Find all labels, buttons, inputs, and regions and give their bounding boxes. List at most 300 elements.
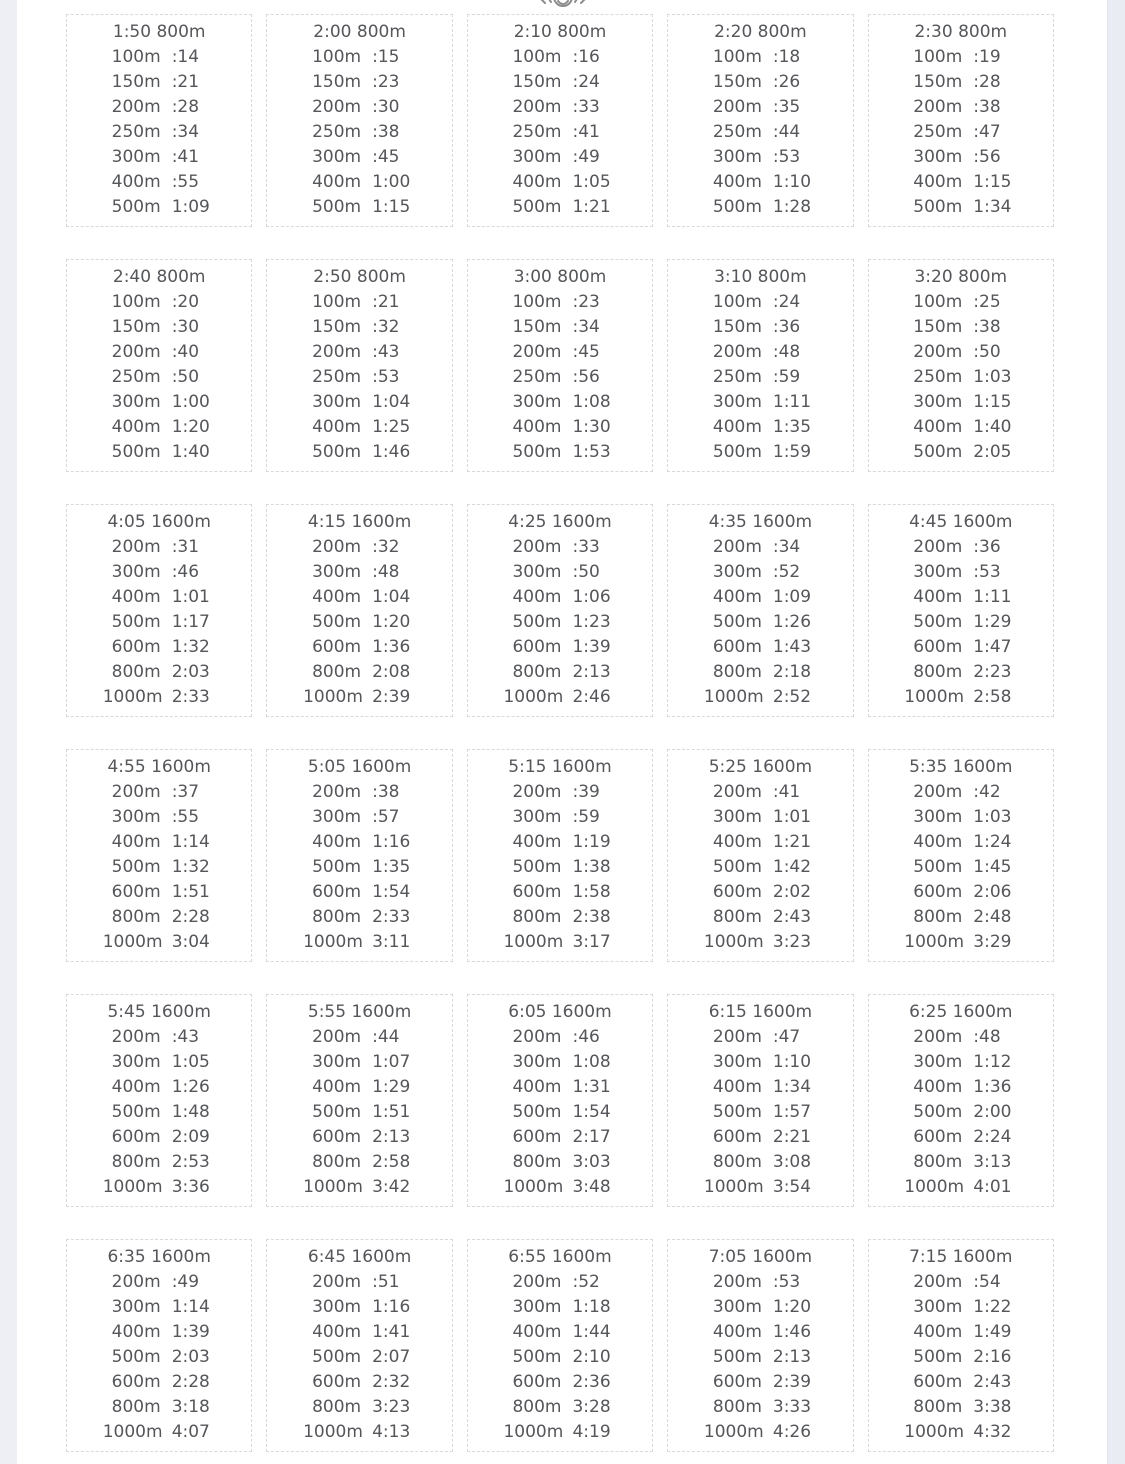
split-time: 1:09 (171, 197, 210, 217)
split-time: 1:15 (973, 392, 1012, 412)
split-distance: 150m (312, 317, 362, 337)
split-distance: 800m (312, 907, 362, 927)
split-distance: 500m (512, 197, 562, 217)
split-distance: 1000m (303, 932, 363, 952)
split-row (470, 415, 650, 440)
split-time: 2:05 (973, 442, 1012, 462)
split-time: 1:11 (973, 587, 1012, 607)
split-time: :44 (372, 1027, 400, 1047)
split-time: :43 (372, 342, 400, 362)
split-distance: 500m (111, 612, 161, 632)
split-distance: 150m (913, 317, 963, 337)
split-time: :23 (372, 72, 400, 92)
split-row (470, 120, 650, 145)
split-row (269, 1125, 449, 1150)
split-rows (470, 535, 650, 710)
split-distance: 200m (312, 342, 362, 362)
split-time: :19 (973, 47, 1001, 67)
split-row (269, 1345, 449, 1370)
split-row (670, 585, 850, 610)
split-time: :28 (171, 97, 200, 117)
split-distance: 250m (712, 122, 762, 142)
split-time: 1:49 (973, 1322, 1012, 1342)
split-time: :38 (372, 782, 400, 802)
split-row (871, 1050, 1051, 1075)
split-time: :36 (772, 317, 801, 337)
split-time: 1:58 (572, 882, 611, 902)
split-distance: 1000m (303, 687, 363, 707)
split-distance: 600m (111, 882, 161, 902)
split-distance: 500m (111, 442, 161, 462)
split-time: 4:32 (973, 1422, 1012, 1442)
split-row (871, 1100, 1051, 1125)
split-time: 1:47 (973, 637, 1012, 657)
split-distance: 500m (712, 857, 762, 877)
split-time: 1:18 (572, 1297, 611, 1317)
split-distance: 500m (512, 1102, 562, 1122)
split-time: 1:25 (372, 417, 411, 437)
split-row (871, 415, 1051, 440)
split-rows (670, 1025, 850, 1200)
split-row (871, 610, 1051, 635)
split-time: :43 (171, 1027, 200, 1047)
pace-card-title: 7:15 1600m (909, 1247, 1013, 1267)
split-distance: 200m (312, 782, 362, 802)
split-time: :53 (772, 147, 801, 167)
split-row (69, 170, 249, 195)
split-time: :33 (572, 97, 600, 117)
pace-card-title: 6:15 1600m (708, 1002, 813, 1022)
split-time: 1:39 (171, 1322, 210, 1342)
split-time: 1:19 (572, 832, 611, 852)
split-distance: 1000m (703, 1177, 764, 1197)
split-time: 2:21 (772, 1127, 812, 1147)
split-distance: 200m (512, 97, 562, 117)
split-time: :53 (772, 1272, 801, 1292)
split-distance: 400m (712, 587, 762, 607)
split-row (269, 1150, 449, 1175)
split-distance: 250m (111, 122, 161, 142)
split-time: :46 (171, 562, 200, 582)
split-row (670, 340, 850, 365)
split-row (670, 145, 850, 170)
split-row (871, 1345, 1051, 1370)
split-distance: 500m (312, 1347, 362, 1367)
split-distance: 600m (512, 882, 562, 902)
split-distance: 600m (712, 637, 762, 657)
split-distance: 100m (712, 47, 762, 67)
split-row (470, 685, 650, 710)
split-row (269, 560, 449, 585)
split-time: 1:12 (973, 1052, 1012, 1072)
split-distance: 400m (512, 587, 562, 607)
split-rows (69, 1025, 249, 1200)
split-distance: 800m (512, 662, 562, 682)
split-distance: 600m (712, 882, 762, 902)
split-time: 4:13 (372, 1422, 411, 1442)
split-distance: 800m (913, 907, 963, 927)
split-time: 3:33 (772, 1397, 812, 1417)
split-row (470, 95, 650, 120)
split-time: 1:15 (973, 172, 1012, 192)
split-time: 4:07 (171, 1422, 210, 1442)
split-distance: 1000m (303, 1422, 363, 1442)
split-time: :34 (171, 122, 200, 142)
pace-card (66, 504, 252, 717)
split-distance: 150m (512, 72, 562, 92)
split-distance: 300m (712, 562, 762, 582)
split-rows (871, 1025, 1051, 1200)
split-time: :21 (171, 72, 200, 92)
split-distance: 400m (312, 172, 362, 192)
split-distance: 200m (512, 537, 562, 557)
pace-card (266, 994, 452, 1207)
split-time: 1:08 (572, 392, 611, 412)
split-distance: 200m (111, 342, 161, 362)
split-distance: 300m (111, 1297, 161, 1317)
split-distance: 500m (312, 1102, 362, 1122)
split-distance: 300m (712, 1297, 762, 1317)
split-row (470, 45, 650, 70)
split-time: :49 (171, 1272, 200, 1292)
split-distance: 200m (712, 537, 762, 557)
split-distance: 200m (913, 97, 963, 117)
split-distance: 500m (913, 857, 963, 877)
pace-card (667, 14, 853, 227)
split-time: 3:04 (171, 932, 210, 952)
right-edge-strip (1107, 0, 1125, 1464)
split-row (69, 290, 249, 315)
split-row (269, 440, 449, 465)
split-time: 2:33 (372, 907, 411, 927)
split-time: :44 (772, 122, 801, 142)
split-row (69, 120, 249, 145)
split-distance: 500m (312, 197, 362, 217)
split-time: 1:34 (772, 1077, 812, 1097)
split-row (670, 390, 850, 415)
split-time: 2:39 (372, 687, 411, 707)
split-row (269, 585, 449, 610)
split-rows (670, 780, 850, 955)
split-row (69, 1100, 249, 1125)
split-time: 1:22 (973, 1297, 1012, 1317)
split-distance: 800m (512, 1397, 562, 1417)
split-row (470, 905, 650, 930)
split-rows (871, 780, 1051, 955)
split-distance: 800m (913, 1397, 963, 1417)
split-row (69, 830, 249, 855)
split-row (69, 195, 249, 220)
split-distance: 500m (512, 612, 562, 632)
split-row (871, 1175, 1051, 1200)
split-time: 2:48 (973, 907, 1012, 927)
split-row (871, 780, 1051, 805)
split-row (269, 70, 449, 95)
split-row (269, 805, 449, 830)
split-time: 1:48 (171, 1102, 210, 1122)
pace-card (667, 749, 853, 962)
split-time: 4:01 (973, 1177, 1012, 1197)
pace-card (266, 1239, 452, 1452)
split-rows (670, 535, 850, 710)
split-row (470, 535, 650, 560)
split-distance: 600m (111, 1127, 161, 1147)
split-distance: 500m (312, 857, 362, 877)
split-time: 3:23 (372, 1397, 411, 1417)
split-distance: 400m (913, 587, 963, 607)
split-time: 3:38 (973, 1397, 1012, 1417)
split-distance: 500m (312, 442, 362, 462)
split-distance: 400m (512, 832, 562, 852)
split-distance: 600m (712, 1372, 762, 1392)
split-row (470, 585, 650, 610)
split-row (269, 535, 449, 560)
split-time: :32 (372, 537, 400, 557)
split-distance: 500m (913, 1102, 963, 1122)
split-row (269, 685, 449, 710)
split-row (470, 1100, 650, 1125)
split-time: 1:54 (372, 882, 411, 902)
split-row (470, 170, 650, 195)
split-row (670, 905, 850, 930)
split-distance: 500m (111, 1347, 161, 1367)
split-distance: 400m (111, 1077, 161, 1097)
split-row (670, 45, 850, 70)
split-rows (670, 1270, 850, 1445)
split-time: 3:17 (572, 932, 611, 952)
split-time: :24 (772, 292, 801, 312)
pace-card-title: 6:25 1600m (909, 1002, 1013, 1022)
split-row (470, 1150, 650, 1175)
split-time: 1:16 (372, 832, 411, 852)
split-time: 1:24 (973, 832, 1012, 852)
split-time: 1:08 (572, 1052, 611, 1072)
split-time: 1:07 (372, 1052, 411, 1072)
split-row (871, 1370, 1051, 1395)
split-distance: 300m (512, 147, 562, 167)
split-row (670, 1395, 850, 1420)
split-row (470, 1370, 650, 1395)
split-time: :39 (572, 782, 600, 802)
split-distance: 800m (512, 907, 562, 927)
split-row (871, 1270, 1051, 1295)
split-distance: 500m (512, 857, 562, 877)
split-time: 1:01 (171, 587, 210, 607)
split-row (670, 830, 850, 855)
split-row (269, 660, 449, 685)
split-row (269, 635, 449, 660)
split-time: :15 (372, 47, 400, 67)
pace-card-title: 2:50 800m (313, 267, 406, 287)
split-distance: 300m (512, 1052, 562, 1072)
split-row (670, 70, 850, 95)
split-distance: 300m (712, 147, 762, 167)
split-row (470, 610, 650, 635)
split-distance: 800m (913, 662, 963, 682)
split-row (670, 685, 850, 710)
split-distance: 200m (512, 1027, 562, 1047)
split-time: 1:15 (372, 197, 411, 217)
pace-card-title: 5:35 1600m (909, 757, 1013, 777)
split-time: 1:46 (772, 1322, 812, 1342)
split-distance: 1000m (102, 1177, 163, 1197)
split-row (670, 880, 850, 905)
split-time: :52 (572, 1272, 600, 1292)
split-row (69, 1370, 249, 1395)
split-distance: 300m (913, 147, 963, 167)
split-time: 2:53 (171, 1152, 210, 1172)
split-time: 1:35 (372, 857, 411, 877)
split-distance: 200m (712, 782, 762, 802)
split-rows (871, 535, 1051, 710)
split-distance: 1000m (303, 1177, 363, 1197)
split-time: 1:17 (171, 612, 210, 632)
split-time: :51 (372, 1272, 400, 1292)
split-row (670, 315, 850, 340)
split-distance: 300m (312, 1297, 362, 1317)
split-row (69, 70, 249, 95)
split-row (69, 560, 249, 585)
split-row (670, 290, 850, 315)
split-time: 1:54 (572, 1102, 611, 1122)
split-time: 1:05 (572, 172, 611, 192)
split-distance: 100m (712, 292, 762, 312)
split-row (470, 1345, 650, 1370)
split-distance: 200m (111, 537, 161, 557)
split-distance: 400m (712, 832, 762, 852)
split-time: :34 (772, 537, 801, 557)
split-row (69, 1075, 249, 1100)
split-time: 1:57 (772, 1102, 812, 1122)
split-distance: 400m (312, 832, 362, 852)
split-distance: 100m (512, 292, 562, 312)
split-distance: 500m (913, 612, 963, 632)
pace-card-title: 2:40 800m (112, 267, 206, 287)
split-time: 2:08 (372, 662, 411, 682)
split-row (69, 145, 249, 170)
split-distance: 400m (712, 1322, 762, 1342)
split-distance: 400m (913, 417, 963, 437)
split-time: 1:20 (171, 417, 210, 437)
split-row (871, 635, 1051, 660)
split-time: 2:13 (572, 662, 611, 682)
split-row (670, 1320, 850, 1345)
split-distance: 200m (913, 1027, 963, 1047)
split-row (269, 1370, 449, 1395)
split-distance: 400m (512, 1077, 562, 1097)
split-time: 2:28 (171, 907, 210, 927)
split-time: 1:03 (973, 807, 1012, 827)
split-distance: 300m (512, 1297, 562, 1317)
split-time: :20 (171, 292, 200, 312)
split-time: 1:31 (572, 1077, 611, 1097)
split-distance: 500m (111, 1102, 161, 1122)
split-distance: 200m (111, 1027, 161, 1047)
split-distance: 200m (913, 1272, 963, 1292)
split-time: 2:00 (973, 1102, 1012, 1122)
split-distance: 1000m (904, 687, 965, 707)
split-time: 1:04 (372, 392, 411, 412)
split-distance: 1000m (102, 687, 163, 707)
split-rows (69, 780, 249, 955)
split-distance: 400m (712, 172, 762, 192)
pace-card (467, 749, 653, 962)
split-time: 1:39 (572, 637, 611, 657)
split-row (871, 905, 1051, 930)
pace-card (667, 259, 853, 472)
split-distance: 200m (312, 97, 362, 117)
split-distance: 600m (312, 1127, 362, 1147)
split-time: 3:13 (973, 1152, 1012, 1172)
split-row (670, 1420, 850, 1445)
pace-card-title: 6:05 1600m (508, 1002, 612, 1022)
split-row (69, 1345, 249, 1370)
pace-card-title: 5:25 1600m (708, 757, 813, 777)
split-time: :55 (171, 172, 200, 192)
split-distance: 500m (111, 857, 161, 877)
split-row (670, 415, 850, 440)
split-time: :32 (372, 317, 400, 337)
pace-card (66, 749, 252, 962)
split-row (670, 635, 850, 660)
split-row (871, 1420, 1051, 1445)
split-row (670, 535, 850, 560)
split-row (69, 780, 249, 805)
split-time: 1:26 (772, 612, 812, 632)
split-distance: 600m (712, 1127, 762, 1147)
split-distance: 400m (312, 587, 362, 607)
split-row (871, 390, 1051, 415)
split-time: 2:58 (372, 1152, 411, 1172)
split-rows (269, 780, 449, 955)
split-row (470, 195, 650, 220)
split-distance: 600m (913, 1372, 963, 1392)
pace-card (868, 14, 1054, 227)
pace-card (266, 259, 452, 472)
split-row (670, 560, 850, 585)
split-time: :33 (572, 537, 600, 557)
pace-card-title: 3:20 800m (914, 267, 1008, 287)
split-time: :38 (973, 97, 1001, 117)
split-rows (470, 45, 650, 220)
split-row (871, 120, 1051, 145)
split-time: 1:41 (372, 1322, 411, 1342)
split-time: :46 (572, 1027, 600, 1047)
split-rows (69, 535, 249, 710)
split-row (670, 930, 850, 955)
split-distance: 600m (913, 882, 963, 902)
split-time: 1:38 (572, 857, 611, 877)
split-row (670, 170, 850, 195)
split-rows (470, 1270, 650, 1445)
split-distance: 300m (111, 147, 161, 167)
split-distance: 300m (712, 1052, 762, 1072)
split-distance: 100m (312, 47, 362, 67)
split-distance: 250m (913, 367, 963, 387)
split-row (69, 1295, 249, 1320)
split-distance: 500m (913, 197, 963, 217)
split-distance: 500m (712, 1347, 762, 1367)
split-distance: 1000m (904, 1422, 965, 1442)
pace-card (467, 994, 653, 1207)
split-time: 1:29 (973, 612, 1012, 632)
pace-card (667, 994, 853, 1207)
split-time: 2:02 (772, 882, 812, 902)
split-distance: 1000m (503, 932, 564, 952)
split-row (269, 1025, 449, 1050)
split-time: :28 (973, 72, 1001, 92)
split-row (871, 340, 1051, 365)
